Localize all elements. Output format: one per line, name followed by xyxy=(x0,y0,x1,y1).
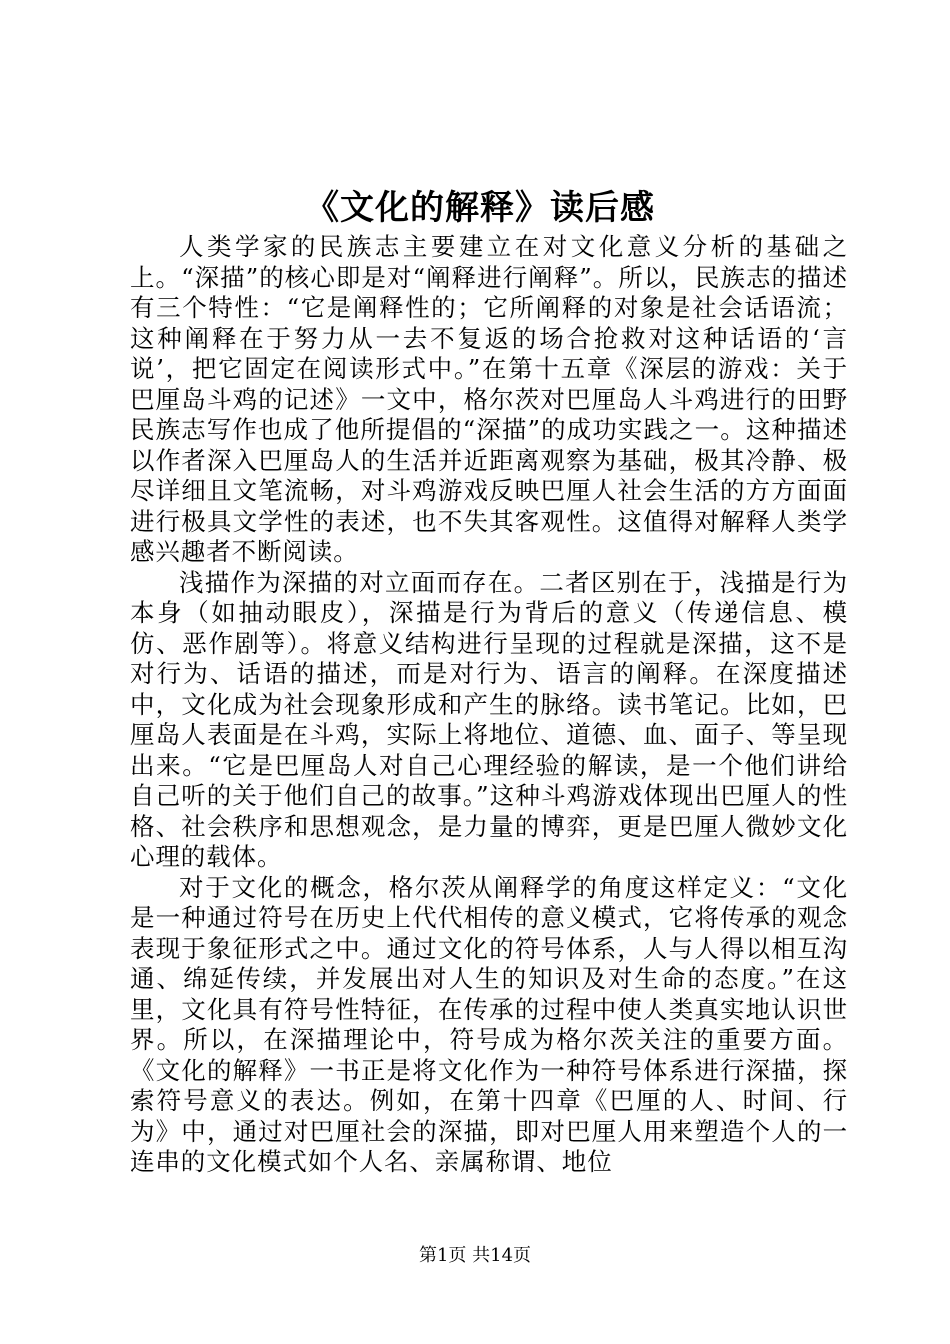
document-title: 《文化的解释》读后感 xyxy=(305,188,655,228)
paragraph-1: 人类学家的民族志主要建立在对文化意义分析的基础之上。“深描”的核心即是对“阐释进行阐释”。所以，民族志的描述有三个特性：“它是阐释性的；它所阐释的对象是社会话语流；这种阐释在于努力从一去不复返的场合抢救对这种话语的‘言说’，把它固定在阅读形式中。”在第十五章《深层的游戏：关于巴厘岛斗鸡的记述》一文中，格尔茨对巴厘岛人斗鸡进行的田野民族志写作也成了他所提倡的“深描”的成功实践之一。这种描述以作者深入巴厘岛人的生活并近距离观察为基础，极其冷静、极尽详细且文笔流畅，对斗鸡游戏反映巴厘人社会生活的方方面面进行极具文学性的表述，也不失其客观性。这值得对解释人类学感兴趣者不断阅读。 xyxy=(130,232,848,566)
paragraph-3: 对于文化的概念，格尔茨从阐释学的角度这样定义：“文化是一种通过符号在历史上代代相传的意义模式，它将传承的观念表现于象征形式之中。通过文化的符号体系，人与人得以相互沟通、绵延传续，并发展出对人生的知识及对生命的态度。”在这里，文化具有符号性特征，在传承的过程中使人类真实地认识世界。所以，在深描理论中，符号成为格尔茨关注的重要方面。《文化的解释》一书正是将文化作为一种符号体系进行深描，探索符号意义的表达。例如，在第十四章《巴厘的人、时间、行为》中，通过对巴厘社会的深描，即对巴厘人用来塑造个人的一连串的文化模式如个人名、亲属称谓、地位 xyxy=(130,872,848,1176)
page-number-label: 第1页 共14页 xyxy=(418,1245,532,1266)
page-footer xyxy=(0,1244,950,1268)
paragraph-2: 浅描作为深描的对立面而存在。二者区别在于，浅描是行为本身（如抽动眼皮），深描是行为背后的意义（传递信息、模仿、恶作剧等）。将意义结构进行呈现的过程就是深描，这不是对行为、话语的描述，而是对行为、语言的阐释。在深度描述中，文化成为社会现象形成和产生的脉络。读书笔记。比如，巴厘岛人表面是在斗鸡，实际上将地位、道德、血、面子、等呈现出来。“它是巴厘岛人对自己心理经验的解读，是一个他们讲给自己听的关于他们自己的故事。”这种斗鸡游戏体现出巴厘人的性格、社会秩序和思想观念，是力量的博弈，更是巴厘人微妙文化心理的载体。 xyxy=(130,567,848,871)
document-body xyxy=(130,232,848,1178)
